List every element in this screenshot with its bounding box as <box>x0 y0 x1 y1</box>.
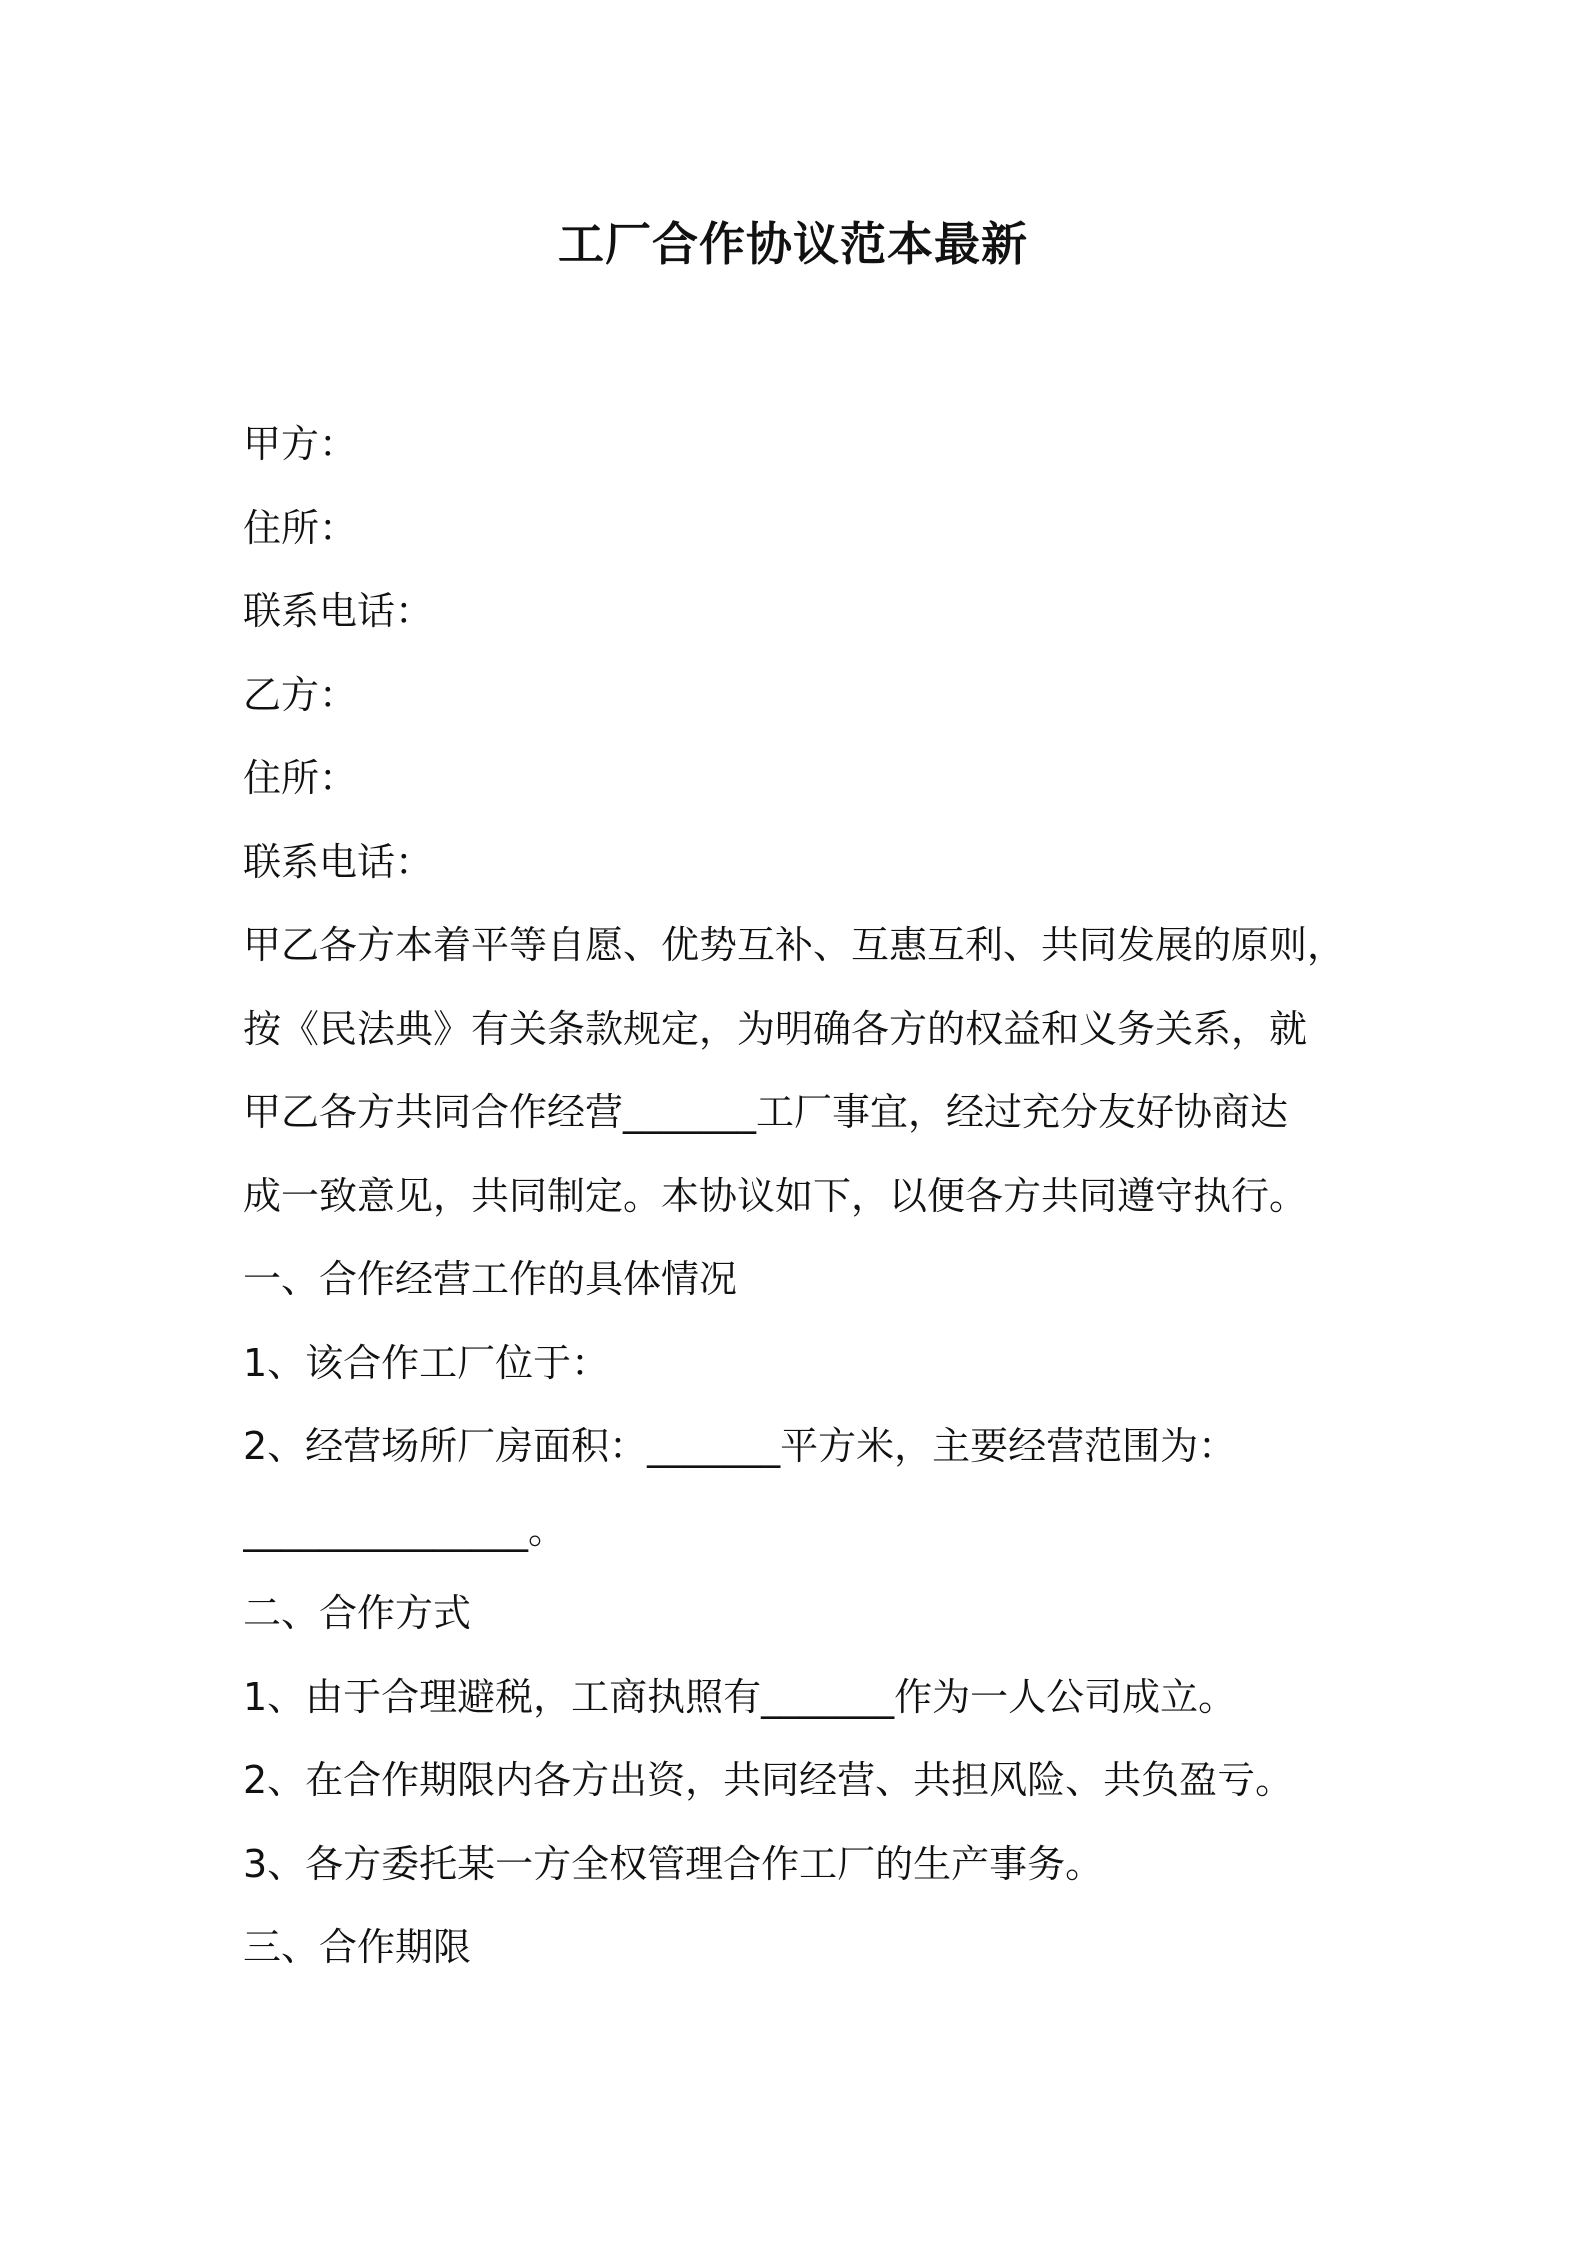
preamble-line: 按《民法典》有关条款规定，为明确各方的权益和义务关系，就 <box>243 1006 1308 1051</box>
party-b-address-label: 住所： <box>243 756 358 800</box>
section-1-heading: 一、合作经营工作的具体情况 <box>243 1257 738 1301</box>
section-1-item-2-continued: _______________。 <box>243 1507 567 1552</box>
party-b-label: 乙方： <box>243 672 358 717</box>
document-title: 工厂合作协议范本最新 <box>558 217 1028 271</box>
party-a-address-label: 住所： <box>243 505 358 550</box>
party-b-phone-label: 联系电话： <box>243 839 434 884</box>
section-2-item-3: 3、各方委托某一方全权管理合作工厂的生产事务。 <box>243 1841 1104 1886</box>
preamble-line: 甲乙各方本着平等自愿、优势互补、互惠互利、共同发展的原则， <box>243 923 1346 967</box>
section-3-heading: 三、合作期限 <box>243 1925 472 1969</box>
section-1-item-2: 2、经营场所厂房面积：_______平方米，主要经营范围为： <box>243 1424 1237 1468</box>
section-2-item-1: 1、由于合理避税，工商执照有_______作为一人公司成立。 <box>243 1674 1237 1719</box>
section-1-item-1: 1、该合作工厂位于： <box>243 1340 610 1385</box>
document-body <box>243 403 1363 1990</box>
party-a-label: 甲方： <box>243 422 358 466</box>
section-2-heading: 二、合作方式 <box>243 1591 472 1635</box>
section-2-item-2: 2、在合作期限内各方出资，共同经营、共担风险、共负盈亏。 <box>243 1758 1294 1802</box>
preamble-line: 甲乙各方共同合作经营_______工厂事宜，经过充分友好协商达 <box>243 1090 1289 1134</box>
preamble-line: 成一致意见，共同制定。本协议如下，以便各方共同遵守执行。 <box>243 1173 1308 1218</box>
party-a-phone-label: 联系电话： <box>243 589 434 633</box>
